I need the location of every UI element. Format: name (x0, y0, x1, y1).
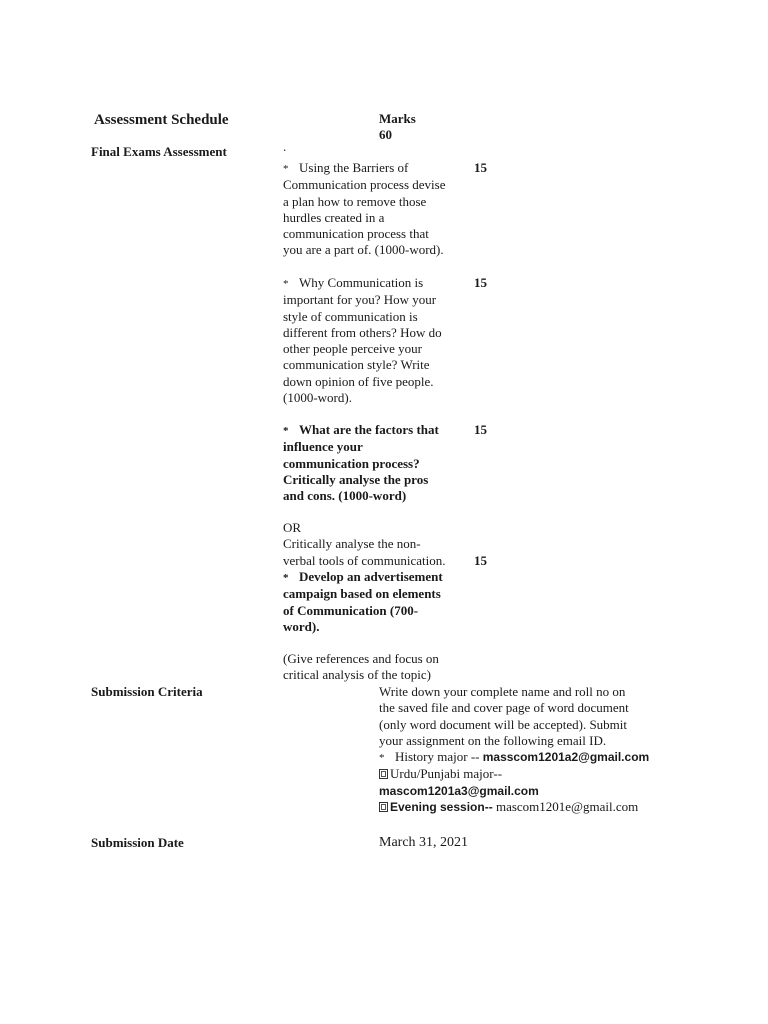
urdu-email: mascom1201a3@gmail.com (379, 783, 539, 798)
bullet-icon: * (283, 163, 289, 175)
evening-email: mascom1201e@gmail.com (495, 799, 639, 815)
question-1-marks: 15 (474, 160, 487, 175)
question-2-marks: 15 (474, 275, 487, 290)
history-email: masscom1201a2@gmail.com (482, 750, 650, 765)
urdu-major-line: Urdu/Punjabi major-- (379, 766, 649, 782)
or-block: OR Critically analyse the non- verbal tools of communication. (283, 520, 446, 568)
bullet-icon: * (283, 572, 289, 584)
submission-date-label: Submission Date (91, 835, 184, 850)
submission-date-value: March 31, 2021 (379, 835, 469, 850)
question-1: * Using the Barriers of Communication process devise a plan how to remove those hurdles created in a communication process that you are a part of. (1000-word). (283, 160, 446, 258)
submission-criteria-label: Submission Criteria (91, 684, 203, 699)
or-block-marks: 15 (474, 553, 487, 568)
question-3-marks: 15 (474, 422, 487, 437)
bullet-icon: * (379, 752, 385, 765)
question-2: * Why Communication is important for you? How your style of communication is different from others? How do other people perceive your communication style? Write down opinion of five people. (1000-word). (283, 275, 442, 406)
page-title: Assessment Schedule (94, 112, 229, 128)
or-label: OR (283, 520, 302, 535)
question-4: * Develop an advertisement campaign based on elements of Communication (700- word). (283, 569, 443, 634)
evening-session-line: Evening session-- mascom1201e@gmail.com (379, 799, 649, 815)
marks-label: Marks (379, 111, 416, 126)
submission-criteria-text: Write down your complete name and roll no on the saved file and cover page of word document (only word document will be accepted). Submit your assignment on the following email ID. * History major -- masscom1201a2@gmail.com Urdu/Punjabi major-- mascom1201a3@gmail.com Evening session-- mascom1201e@gmail.com (379, 684, 650, 815)
question-3: * What are the factors that influence your communication process? Critically analyse the pros and cons. (1000-word) (283, 422, 439, 504)
bullet-icon: * (283, 425, 289, 437)
checkbox-icon (379, 769, 388, 779)
final-exams-label: Final Exams Assessment (91, 144, 227, 159)
dot-mark: . (283, 139, 287, 154)
history-major-line: * History major -- masscom1201a2@gmail.com (379, 749, 649, 766)
bullet-icon: * (283, 278, 289, 290)
checkbox-icon (379, 802, 388, 812)
references-note: (Give references and focus on critical analysis of the topic) (283, 651, 439, 683)
marks-total: 60 (379, 127, 392, 142)
